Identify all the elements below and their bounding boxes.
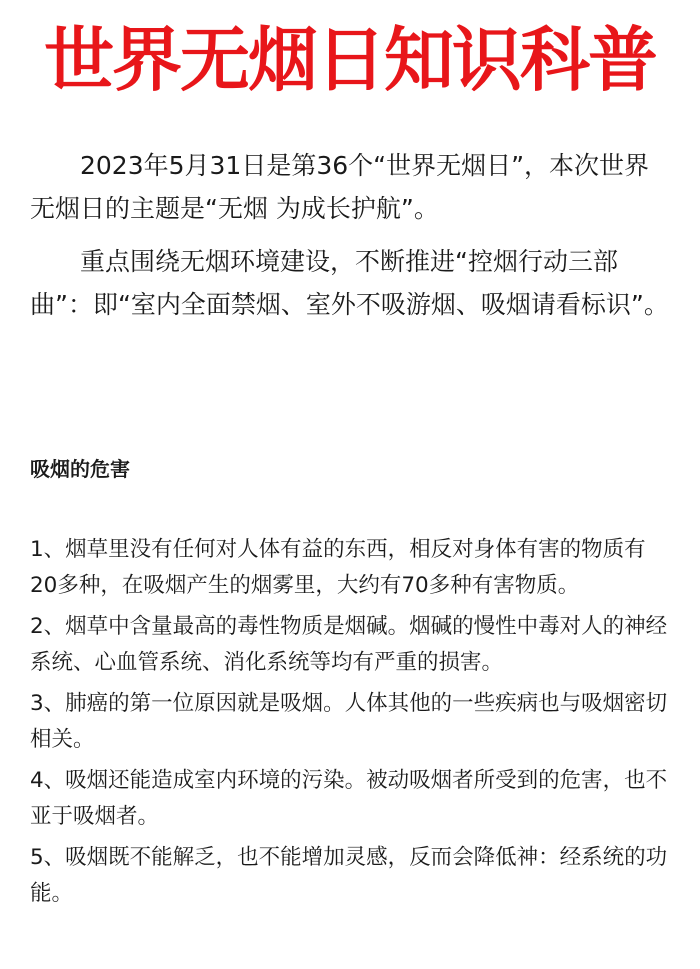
intro-section [30, 144, 670, 336]
list-item: 1、烟草里没有任何对人体有益的东西，相反对身体有害的物质有20多种，在吸烟产生的烟雾里，大约有70多种有害物质。 [30, 537, 646, 598]
page-title: 世界无烟日知识科普 [44, 19, 656, 101]
list-item: 3、肺癌的第一位原因就是吸烟。人体其他的一些疾病也与吸烟密切相关。 [30, 691, 668, 752]
list-item: 5、吸烟既不能解乏，也不能增加灵感，反而会降低神：经系统的功能。 [30, 845, 668, 906]
intro-paragraph: 2023年5月31日是第36个“世界无烟日”，本次世界无烟日的主题是“无烟 为成长护航”。 [30, 151, 650, 223]
list-item: 2、烟草中含量最高的毒性物质是烟碱。烟碱的慢性中毒对人的神经系统、心血管系统、消化系统等均有严重的损害。 [30, 614, 668, 675]
list-item: 4、吸烟还能造成室内环境的污染。被动吸烟者所受到的危害，也不亚于吸烟者。 [30, 768, 668, 829]
intro-paragraph: 重点围绕无烟环境建设，不断推进“控烟行动三部曲”：即“室内全面禁烟、室外不吸游烟、吸烟请看标识”。 [30, 247, 669, 319]
section-heading: 吸烟的危害 [30, 457, 130, 481]
hazards-list [30, 532, 670, 917]
